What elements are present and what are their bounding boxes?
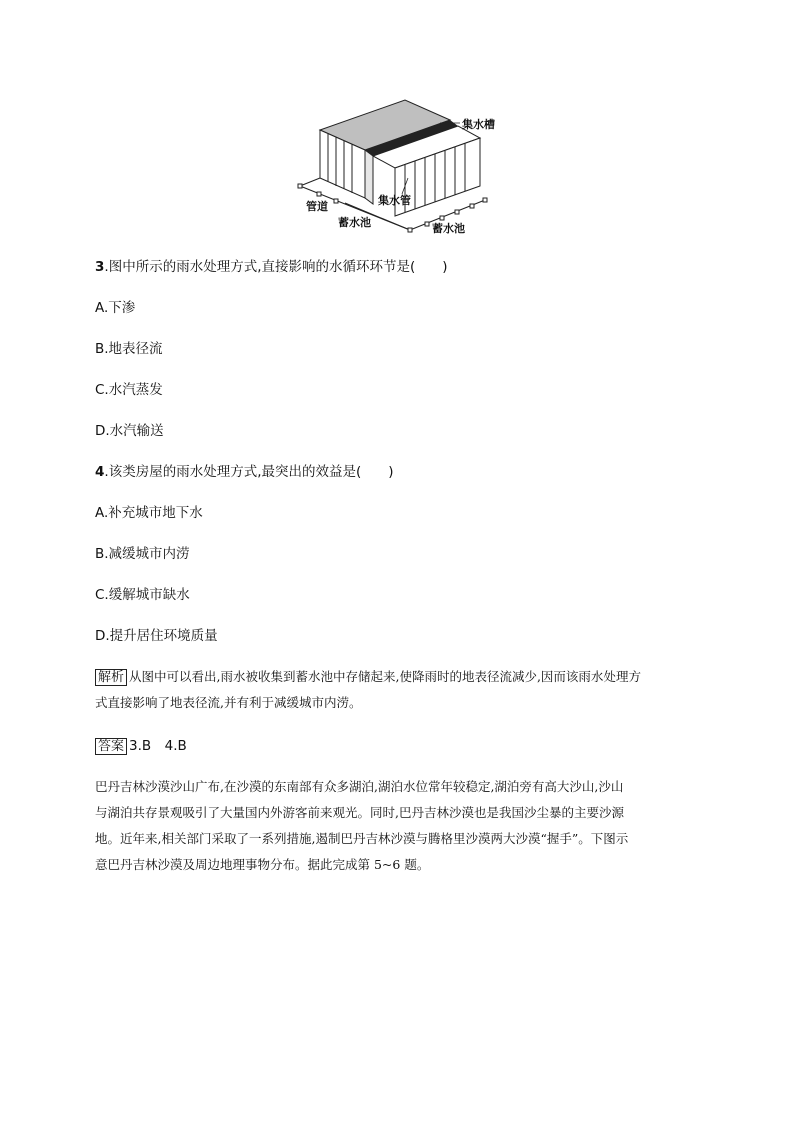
question-4-number: 4 — [95, 464, 105, 480]
answer-line — [95, 737, 187, 755]
question-4-option-c: C.缓解城市缺水 — [95, 587, 190, 603]
question-3-stem — [95, 258, 448, 276]
answer-tag: 答案 — [95, 738, 127, 755]
question-4-stem — [95, 463, 394, 481]
question-4-text: .该类房屋的雨水处理方式,最突出的效益是( ) — [104, 464, 394, 480]
passage-line-4: 意巴丹吉林沙漠及周边地理事物分布。据此完成第 5~6 题。 — [95, 857, 430, 872]
middle-wall — [365, 150, 373, 204]
analysis-line-1 — [95, 668, 641, 686]
answer-text: 3.B 4.B — [129, 738, 187, 754]
question-4-option-a: A.补充城市地下水 — [95, 505, 203, 521]
question-3-number: 3 — [95, 259, 105, 275]
question-4-option-d: D.提升居住环境质量 — [95, 628, 218, 644]
question-3-option-b: B.地表径流 — [95, 341, 163, 357]
question-3-option-a: A.下渗 — [95, 300, 136, 316]
question-4-option-b: B.减缓城市内涝 — [95, 546, 190, 562]
passage-line-1: 巴丹吉林沙漠沙山广布,在沙漠的东南部有众多湖泊,湖泊水位常年较稳定,湖泊旁有高大沙山,沙山 — [95, 779, 624, 794]
label-tank-right: 蓄水池 — [432, 222, 465, 235]
question-3-option-d: D.水汽输送 — [95, 423, 164, 439]
label-tank-left: 蓄水池 — [338, 216, 371, 229]
label-gutter: 集水槽 — [462, 118, 495, 131]
analysis-text-1: 从图中可以看出,雨水被收集到蓄水池中存储起来,使降雨时的地表径流减少,因而该雨水处理方 — [129, 669, 641, 684]
analysis-line-2: 式直接影响了地表径流,并有利于减缓城市内涝。 — [95, 695, 362, 710]
passage — [95, 774, 707, 878]
house-diagram-svg — [290, 98, 510, 240]
label-downpipe: 集水管 — [378, 194, 411, 207]
rainwater-collection-diagram — [290, 98, 510, 240]
passage-line-3: 地。近年来,相关部门采取了一系列措施,遏制巴丹吉林沙漠与腾格里沙漠两大沙漠“握手”。下图示 — [95, 831, 629, 846]
question-3-option-c: C.水汽蒸发 — [95, 382, 163, 398]
passage-line-2: 与湖泊共存景观吸引了大量国内外游客前来观光。同时,巴丹吉林沙漠也是我国沙尘暴的主要沙源 — [95, 805, 624, 820]
question-3-text: .图中所示的雨水处理方式,直接影响的水循环环节是( ) — [104, 259, 448, 275]
analysis-tag: 解析 — [95, 669, 127, 686]
label-pipeline: 管道 — [306, 200, 328, 213]
